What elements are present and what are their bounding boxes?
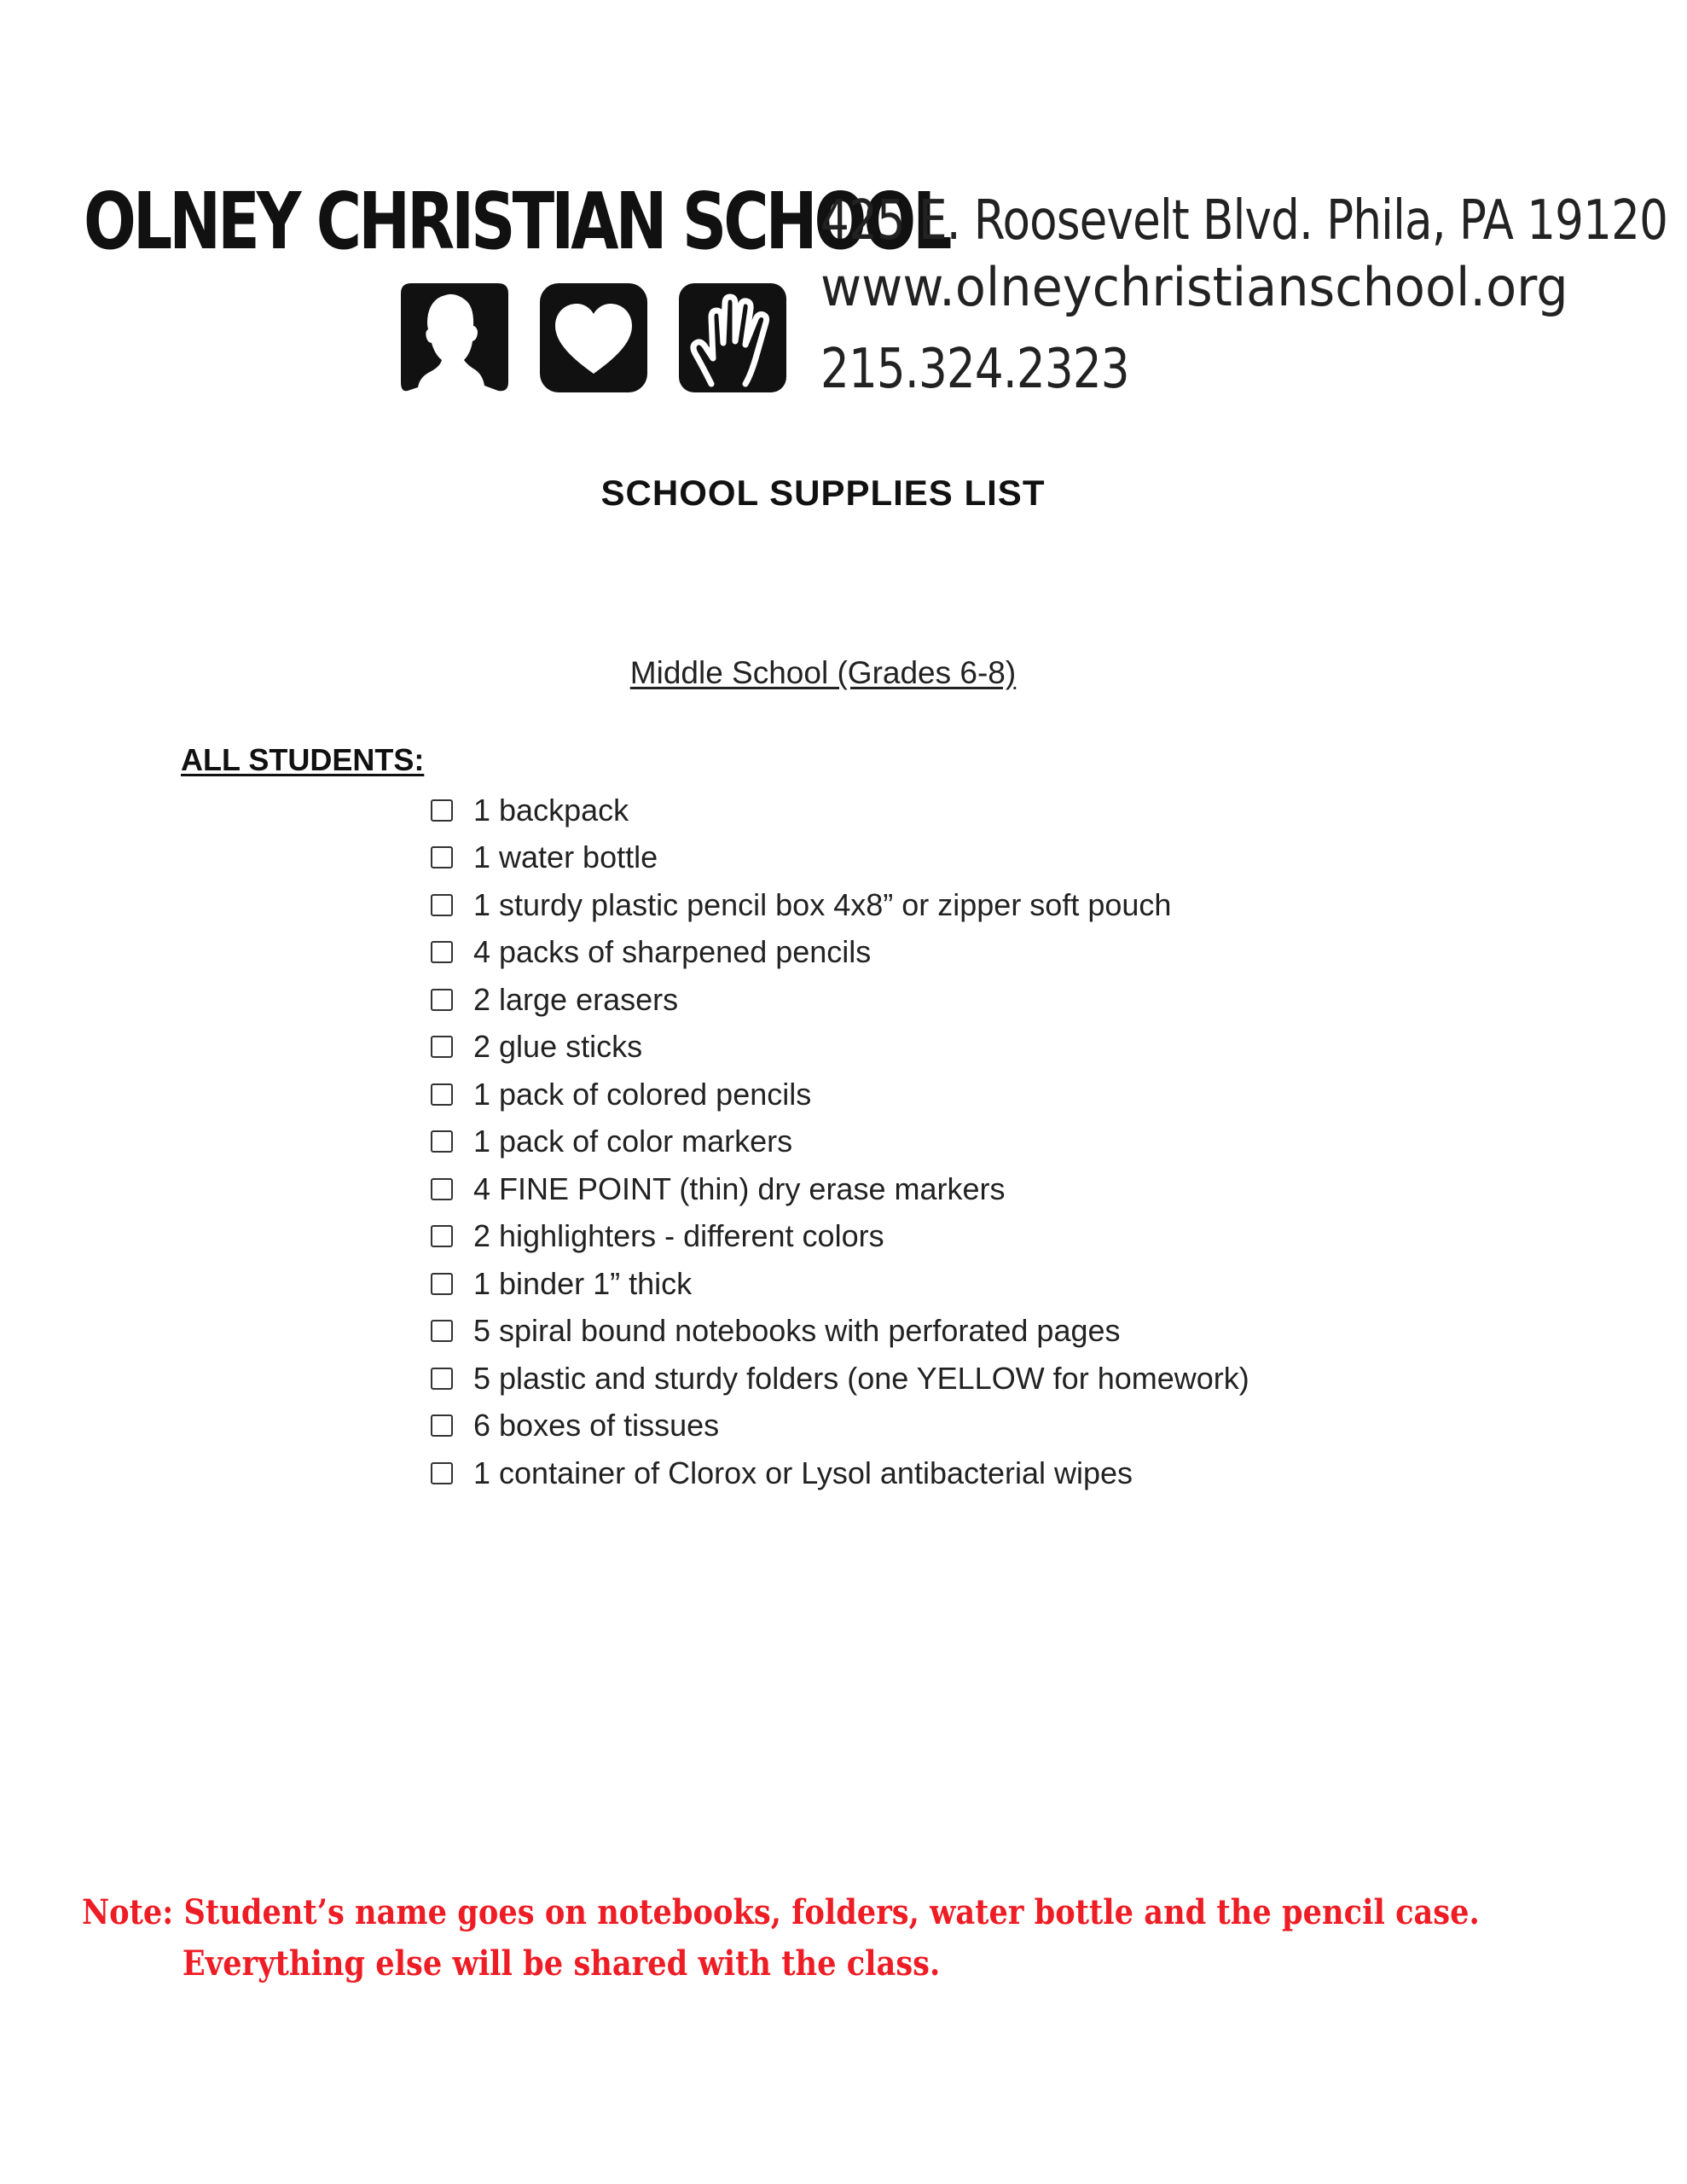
checkbox-icon[interactable]	[431, 1273, 453, 1295]
list-item-label: 1 binder 1” thick	[473, 1265, 693, 1301]
list-item	[431, 1071, 1249, 1118]
list-item-label: 6 boxes of tissues	[473, 1408, 720, 1443]
list-item	[431, 976, 1249, 1024]
list-item	[431, 1118, 1249, 1166]
grade-level-subtitle: Middle School (Grades 6-8)	[629, 655, 1017, 690]
list-item-label: 1 water bottle	[473, 839, 658, 875]
logo-icons	[399, 282, 800, 401]
list-item-label: 1 sturdy plastic pencil box 4x8” or zipper soft pouch	[473, 886, 1172, 922]
list-item	[431, 1355, 1249, 1403]
checkbox-icon[interactable]	[431, 941, 453, 963]
person-silhouette-icon	[399, 282, 510, 394]
checkbox-icon[interactable]	[431, 1178, 453, 1200]
checkbox-icon[interactable]	[431, 1225, 453, 1247]
checkbox-icon[interactable]	[431, 1130, 453, 1153]
hand-icon	[677, 282, 788, 394]
checkbox-icon[interactable]	[431, 846, 453, 868]
checkbox-icon[interactable]	[431, 1368, 453, 1390]
note-line-1: Note: Student’s name goes on notebooks, folders, water bottle and the pencil case.	[82, 1892, 1480, 1932]
school-phone: 215.324.2323	[820, 338, 1129, 401]
note-line-2: Everything else will be shared with the class.	[182, 1943, 941, 1984]
list-item-label: 5 plastic and sturdy folders (one YELLOW for homework)	[473, 1360, 1249, 1396]
list-item-label: 4 packs of sharpened pencils	[473, 934, 872, 970]
school-name: OLNEY CHRISTIAN SCHOOL	[84, 176, 949, 267]
checkbox-icon[interactable]	[431, 1320, 453, 1342]
document-title: SCHOOL SUPPLIES LIST	[600, 473, 1046, 513]
list-item-label: 2 highlighters - different colors	[473, 1218, 884, 1254]
list-item-label: 1 container of Clorox or Lysol antibacterial wipes	[473, 1455, 1133, 1490]
list-item-label: 4 FINE POINT (thin) dry erase markers	[473, 1170, 1006, 1206]
list-item-label: 2 glue sticks	[473, 1029, 643, 1065]
list-item-label: 1 pack of color markers	[473, 1124, 793, 1159]
supply-list	[431, 787, 1249, 1497]
list-item-label: 1 pack of colored pencils	[473, 1076, 812, 1112]
list-item-label: 1 backpack	[473, 792, 629, 828]
list-item	[431, 1165, 1249, 1213]
note	[82, 1887, 1480, 1989]
checkbox-icon[interactable]	[431, 1036, 453, 1058]
section-heading: ALL STUDENTS:	[181, 742, 425, 777]
list-item	[431, 1449, 1249, 1497]
list-item-label: 5 spiral bound notebooks with perforated pages	[473, 1313, 1121, 1349]
checkbox-icon[interactable]	[431, 1083, 453, 1106]
checkbox-icon[interactable]	[431, 894, 453, 916]
heart-icon	[538, 282, 649, 394]
checkbox-icon[interactable]	[431, 1414, 453, 1437]
list-item-label: 2 large erasers	[473, 981, 679, 1017]
checkbox-icon[interactable]	[431, 1462, 453, 1484]
list-item	[431, 1024, 1249, 1072]
list-item	[431, 1308, 1249, 1356]
school-address: 425 E. Roosevelt Blvd. Phila, PA 19120	[820, 189, 1668, 253]
list-item	[431, 1213, 1249, 1261]
checkbox-icon[interactable]	[431, 989, 453, 1011]
letterhead	[0, 0, 1687, 444]
list-item	[431, 929, 1249, 977]
list-item	[431, 787, 1249, 834]
checkbox-icon[interactable]	[431, 799, 453, 822]
list-item	[431, 834, 1249, 882]
list-item	[431, 881, 1249, 929]
list-item	[431, 1260, 1249, 1308]
list-item	[431, 1403, 1249, 1450]
school-website: www.olneychristianschool.org	[820, 256, 1568, 318]
